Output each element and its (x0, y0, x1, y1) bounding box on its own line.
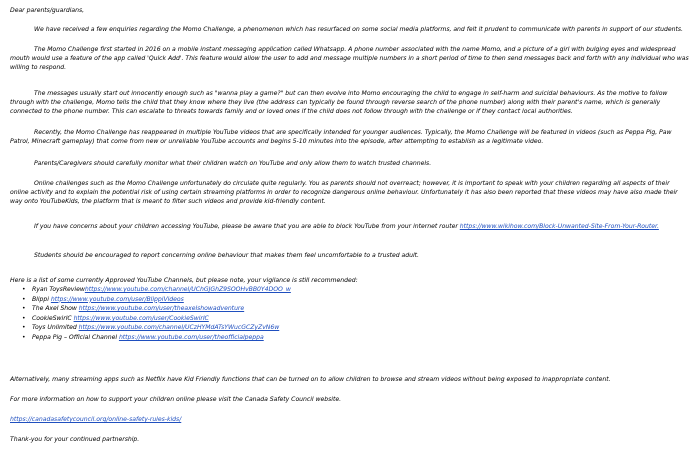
paragraph-online-challenges: Online challenges such as the Momo Challenge unfortunately do circulate quite regularly. You as parents should not overreact; however, it is important to speak with your children regarding all aspects of their online activity and to explain the potential risk of using certain streaming platforms in order to recognize dangerous online behaviour. Unfortunately it has also been reported that these videos may have also made their way onto YouTubeKids, the platform that is meant to filter such videos and provide kid-friendly content. (10, 180, 678, 206)
bullet-icon: • (22, 324, 26, 332)
paragraph-messages: The messages usually start out innocently enough such as "wanna play a game?" but can then evolve into Momo encouraging the child to engage in self-harm and suicidal behaviours. As the motive to follow through with the challenge, Momo tells the child that they know where they live (the address can typically be found through reverse search of the phone number) along with their parent's name, which is generally connected to the phone number. This can escalate to threats towards family and or loved ones if the child does not follow through with the challenge or if they contact local authorities. (10, 90, 668, 116)
bullet-icon: • (22, 295, 26, 303)
closing: Thank-you for your continued partnership. (10, 436, 140, 443)
channel-name: The Axel Show (32, 305, 79, 313)
paragraph-streaming: Alternatively, many streaming apps such as Netflix have Kid Friendly functions that can be turned on to allow children to browse and stream videos without being exposed to inappropriate content. (10, 376, 611, 383)
bullet-icon: • (22, 305, 26, 313)
channel-link[interactable]: https://www.youtube.com/channel/UChGJGhZ9SOOHvBB0Y4DOO_w (84, 286, 291, 293)
bullet-icon: • (22, 314, 26, 322)
council-link-line (10, 415, 698, 424)
list-item (22, 323, 291, 333)
paragraph-more-info: For more information on how to support your children online please visit the Canada Safety Council website. (10, 396, 342, 403)
paragraph-youtube: Recently, the Momo Challenge has reappeared in multiple YouTube videos that are specifically intended for younger audiences. Typically, the Momo Challenge will be featured in videos (such as Peppa Pig, Paw Patrol, Minecraft gameplay) that come from new or unreliable YouTube accounts and begins 5-10 minutes into the episode, after attempting to establish as a legitimate video. (10, 129, 672, 146)
paragraph-monitor: Parents/Caregivers should carefully monitor what their children watch on YouTube and only allow them to watch trusted channels. (34, 160, 432, 167)
bullet-icon: • (22, 286, 26, 293)
greeting: Dear parents/guardians, (10, 7, 85, 14)
channel-link[interactable]: https://www.youtube.com/user/CookieSwirlC (73, 314, 209, 322)
channel-link[interactable]: https://www.youtube.com/channel/UCzHYMdATsYWucGCZyZvN6w (78, 324, 280, 332)
list-item (22, 304, 291, 314)
council-link[interactable]: https://canadasafetycouncil.org/online-safety-rules-kids/ (10, 416, 182, 423)
channel-list (22, 285, 291, 343)
channel-name: Toys Unlimited (32, 324, 79, 332)
list-item (22, 285, 291, 295)
channel-link[interactable]: https://www.youtube.com/user/theofficialpeppa (118, 333, 264, 341)
channel-link[interactable]: https://www.youtube.com/user/BlippiVideos (50, 295, 184, 303)
list-item (22, 314, 291, 324)
list-item (22, 295, 291, 305)
channel-name: Peppa Pig – Official Channel (32, 333, 119, 341)
channel-name: CookieSwirlC (32, 314, 74, 322)
channel-name: Ryan ToysReview (32, 286, 85, 293)
paragraph-report: Students should be encouraged to report concerning online behaviour that makes them feel uncomfortable to a trusted adult. (34, 252, 419, 259)
router-text: If you have concerns about your children accessing YouTube, please be aware that you are able to block YouTube from your internet router (34, 223, 460, 230)
channel-link[interactable]: https://www.youtube.com/user/theaxelshowadventure (78, 305, 245, 313)
channel-list-intro: Here is a list of some currently Approved YouTube Channels, but please note, your vigilance is still recommended: (10, 277, 358, 284)
paragraph-router (10, 222, 690, 231)
bullet-icon: • (22, 333, 26, 341)
list-item (22, 333, 291, 343)
router-link[interactable]: https://www.wikihow.com/Block-Unwanted-Site-From-Your-Router. (459, 223, 659, 230)
paragraph-intro: We have received a few enquiries regarding the Momo Challenge, a phenomenon which has resurfaced on some social media platforms, and felt it prudent to communicate with parents in support of our students. (34, 26, 683, 33)
paragraph-origin: The Momo Challenge first started in 2016 on a mobile instant messaging application called Whatsapp. A phone number associated with the name Momo, and a picture of a girl with bulging eyes and widespread mouth would use a feature of the app called 'Quick Add'. This feature would allow the user to add and message multiple numbers in a short period of time to then send messages back and forth with any individual who was willing to respond. (10, 46, 689, 72)
channel-name: Blippi (32, 295, 51, 303)
